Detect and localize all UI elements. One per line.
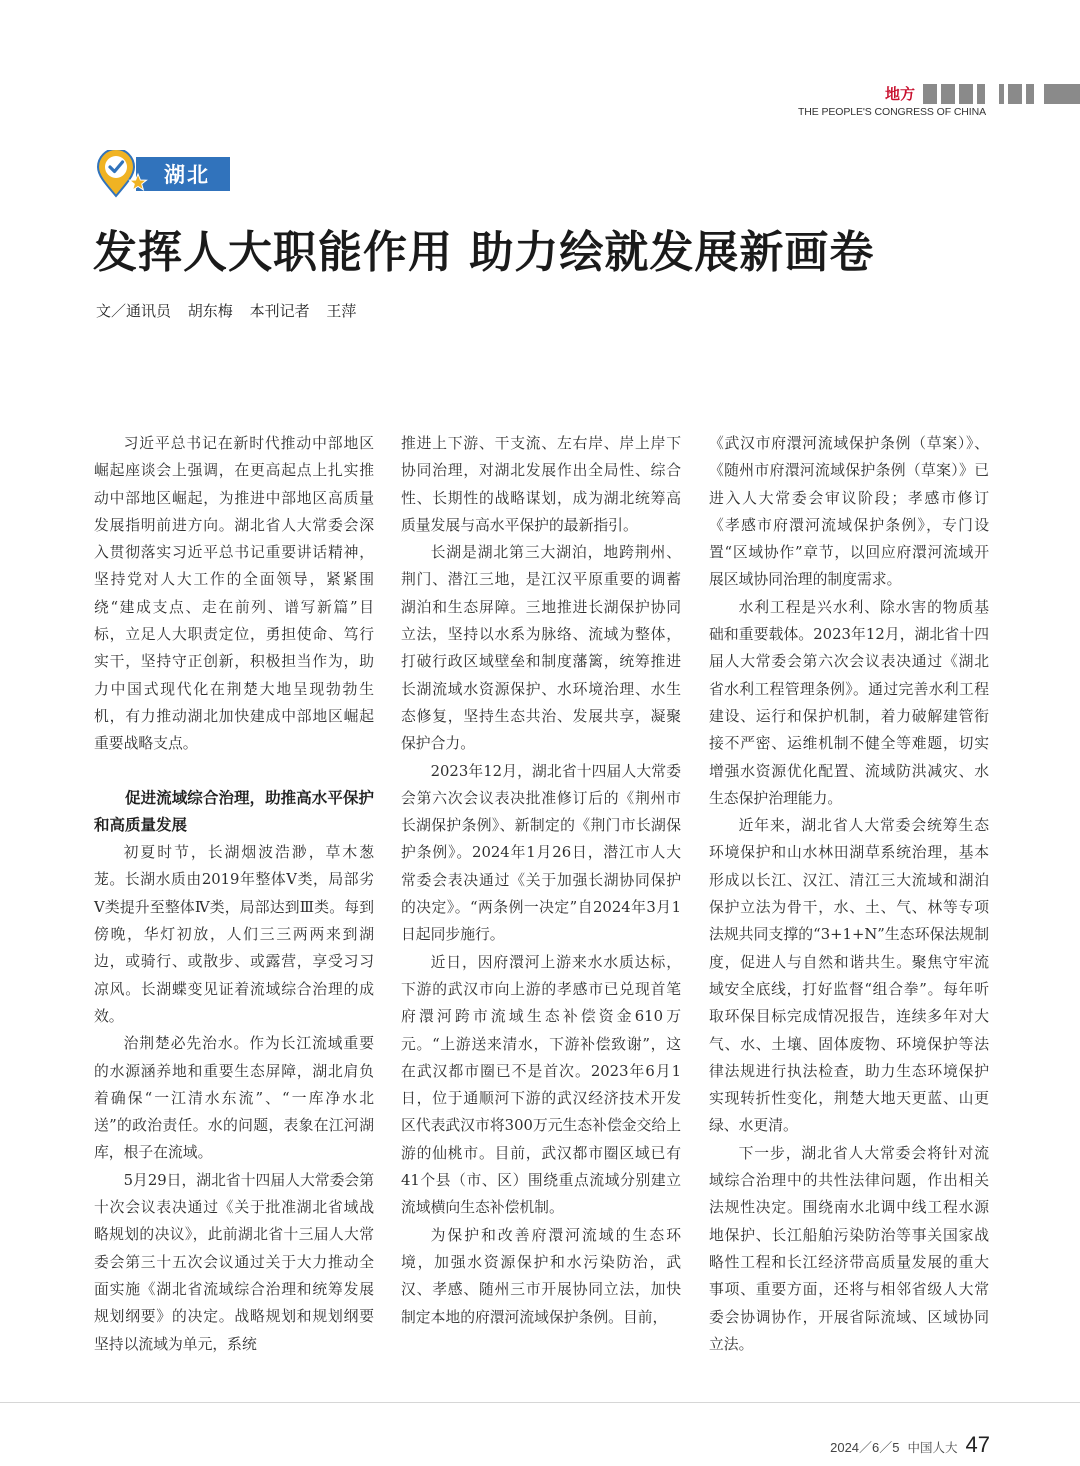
paragraph: 初夏时节，长湖烟波浩渺，草木葱茏。长湖水质由2019年整体Ⅴ类，局部劣Ⅴ类提升至整体Ⅳ类，局部达到Ⅲ类。每到傍晚，华灯初放，人们三三两两来到湖边，或骑行、或散步、或露营，享受习习凉风。长湖蝶变见证着流域综合治理的成效。: [94, 844, 374, 1025]
region-badge-box: [136, 157, 230, 191]
region-badge: [94, 152, 230, 196]
byline-reporter-2: 王萍: [326, 302, 357, 320]
byline-reporter-1: 胡东梅: [187, 302, 233, 320]
paragraph: 5月29日，湖北省十四届人大常委会第十次会议表决通过《关于批准湖北省域战略规划的决议》，此前湖北省十三届人大常委会第三十五次会议通过关于大力推动全面实施《湖北省流域综合治理和统筹发展规划纲要》的决定。战略规划和规划纲要坚持以流域为单元，系统: [94, 1171, 374, 1353]
page-footer: [830, 1432, 990, 1458]
body-column-1: [94, 430, 374, 1358]
section-label: 地方: [884, 85, 915, 103]
issue-date: 2024／6／5: [830, 1440, 900, 1455]
page-number: 47: [965, 1432, 990, 1457]
paragraph: 近年来，湖北省人大常委会统筹生态环境保护和山水林田湖草系统治理，基本形成以长江、汉江、清江三大流域和湖泊保护立法为骨干，水、土、气、林等专项法规共同支撑的“3+1+N”生态环保法规制度，促进人与自然和谐共生。聚焦守牢流域安全底线，打好监督“组合拳”。每年听取环保目标完成情况报告，连续多年对大气、水、土壤、固体废物、环境保护等法律法规进行执法检查，助力生态环境保护实现转折性变化，荆楚大地天更蓝、山更绿、水更清。: [709, 817, 989, 1135]
section-bar: [885, 84, 1080, 104]
region-name: 湖北: [164, 163, 210, 187]
paragraph: 近日，因府澴河上游来水水质达标，下游的武汉市向上游的孝感市已兑现首笔府澴河跨市流域生态补偿资金610万元。“上游送来清水，下游补偿致谢”，这在武汉都市圈已不是首次。2023年6月1日，位于通顺河下游的武汉经济技术开发区代表武汉市将300万元生态补偿金交给上游的仙桃市。目前，武汉都市圈区域已有41个县（市、区）围绕重点流域分别建立流域横向生态补偿机制。: [401, 953, 681, 1217]
magazine-name: 中国人大: [907, 1440, 958, 1455]
body-column-2: [401, 430, 681, 1331]
byline-prefix: 文／通讯员: [96, 302, 172, 320]
paragraph: 《武汉市府澴河流域保护条例（草案）》、《随州市府澴河流域保护条例（草案）》已进入人大常委会审议阶段；孝感市修订《孝感市府澴河流域保护条例》，专门设置“区域协作”章节，以回应府澴河流域开展区域协同治理的制度需求。: [709, 435, 989, 589]
byline: [96, 300, 368, 321]
paragraph: 习近平总书记在新时代推动中部地区崛起座谈会上强调，在更高起点上扎实推动中部地区崛起，为推进中部地区高质量发展指明前进方向。湖北省人大常委会深入贯彻落实习近平总书记重要讲话精神，坚持党对人大工作的全面领导，紧紧围绕“建成支点、走在前列、谱写新篇”目标，立足人大职责定位，勇担使命、笃行实干，坚持守正创新，积极担当作为，助力中国式现代化在荆楚大地呈现勃勃生机，有力推动湖北加快建成中部地区崛起重要战略支点。: [94, 435, 374, 753]
paragraph: 为保护和改善府澴河流域的生态环境，加强水资源保护和水污染防治，武汉、孝感、随州三市开展协同立法，加快制定本地的府澴河流域保护条例。目前，: [401, 1226, 681, 1326]
paragraph: 水利工程是兴水利、除水害的物质基础和重要载体。2023年12月，湖北省十四届人大常委会第六次会议表决通过《湖北省水利工程管理条例》。通过完善水利工程建设、运行和保护机制，着力破解建管衔接不严密、运维机制不健全等难题，切实增强水资源优化配置、流域防洪减灾、水生态保护治理能力。: [709, 598, 989, 807]
paragraph: 2023年12月，湖北省十四届人大常委会第六次会议表决批准修订后的《荆州市长湖保护条例》、新制定的《荆门市长湖保护条例》。2024年1月26日，潜江市人大常委会表决通过《关于加强长湖协同保护的决定》。“两条例一决定”自2024年3月1日起同步施行。: [401, 762, 681, 944]
decorative-bars: [923, 84, 1080, 104]
map-pin-star-icon: [94, 150, 150, 198]
article-title: 发挥人大职能作用 助力绘就发展新画卷: [93, 227, 875, 278]
paragraph: 推进上下游、干支流、左右岸、岸上岸下协同治理，对湖北发展作出全局性、综合性、长期性的战略谋划，成为湖北统筹高质量发展与高水平保护的最新指引。: [401, 435, 681, 534]
page-header: [780, 84, 1080, 124]
byline-role-2: 本刊记者: [249, 302, 310, 320]
footer-divider: [0, 1402, 1080, 1403]
section-heading: 促进流域综合治理，助推高水平保护和高质量发展: [94, 788, 374, 834]
paragraph: 治荆楚必先治水。作为长江流域重要的水源涵养地和重要生态屏障，湖北肩负着确保“一江清水东流”、“一库净水北送”的政治责任。水的问题，表象在江河湖库，根子在流域。: [94, 1035, 374, 1162]
paragraph: 下一步，湖北省人大常委会将针对流域综合治理中的共性法律问题，作出相关法规性决定。围绕南水北调中线工程水源地保护、长江船舶污染防治等事关国家战略性工程和长江经济带高质量发展的重大事项、重要方面，还将与相邻省级人大常委会协调协作，开展省际流域、区域协同立法。: [709, 1144, 989, 1353]
magazine-name-en: THE PEOPLE'S CONGRESS OF CHINA: [797, 106, 986, 118]
body-column-3: [709, 430, 989, 1358]
paragraph: 长湖是湖北第三大湖泊，地跨荆州、荆门、潜江三地，是江汉平原重要的调蓄湖泊和生态屏障。三地推进长湖保护协同立法，坚持以水系为脉络、流域为整体，打破行政区域壁垒和制度藩篱，统筹推进长湖流域水资源保护、水环境治理、水生态修复，坚持生态共治、发展共享，凝聚保护合力。: [401, 544, 681, 753]
